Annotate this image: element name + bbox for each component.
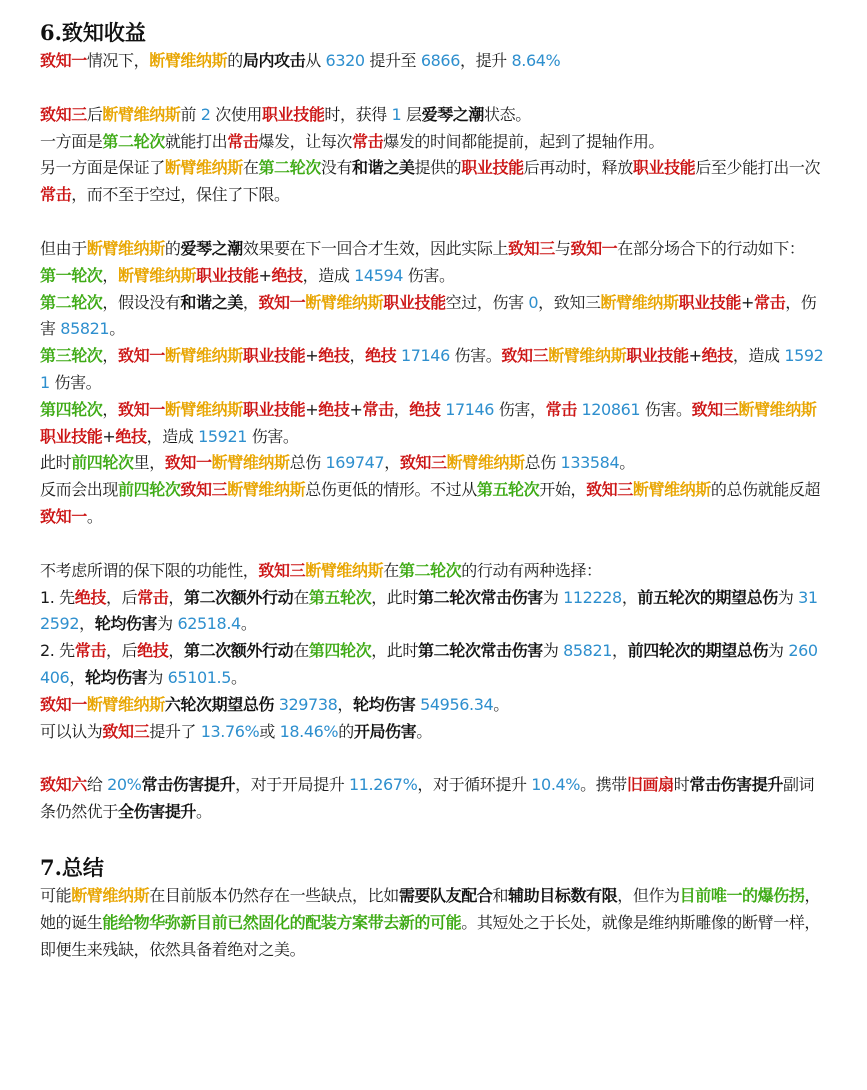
red-emphasis: 致知一 [258, 292, 306, 312]
plain-text: 效果要在下一回合才生效，因此实际上 [242, 238, 509, 258]
plain-text: 总伤 [289, 453, 326, 473]
plain-text: 的总伤就能反超 [710, 480, 821, 500]
bold-term: 全伤害提升 [118, 802, 197, 822]
plain-text: ， [69, 667, 85, 687]
plain-text: 与 [554, 238, 571, 258]
blue-number: 11.267% [348, 775, 418, 795]
paragraph [40, 48, 827, 75]
blue-number: 65101.5 [167, 667, 232, 687]
plain-text: ，假设没有 [102, 292, 181, 312]
plain-text: 给 [86, 775, 108, 795]
paragraph [40, 290, 827, 344]
plain-text: ，致知三 [538, 292, 601, 312]
plain-text: 的 [164, 238, 181, 258]
paragraph-gap [40, 745, 827, 772]
blue-number: 6866 [420, 51, 460, 70]
plain-text: 伤害。 [49, 372, 102, 392]
bold-term: 第二次额外行动 [183, 587, 294, 607]
plain-text: 爆发，让每次 [258, 131, 353, 151]
plain-text: 或 [259, 721, 280, 741]
green-emphasis: 第二轮次 [398, 560, 462, 580]
plain-text: 在 [293, 641, 309, 661]
bold-term: 爱琴之潮 [421, 104, 484, 124]
plain-text: 情况下， [86, 51, 150, 70]
plain-text: ，对于循环提升 [417, 775, 532, 795]
red-emphasis: 致知一 [118, 346, 165, 366]
bold-term: 辅助目标数有限 [508, 885, 618, 905]
blue-number: 85821 [60, 319, 110, 339]
bold-term: 常击伤害提升 [689, 775, 783, 795]
paragraph [40, 263, 827, 290]
red-emphasis: 常击 [352, 131, 384, 151]
green-emphasis: 第二轮次 [258, 158, 321, 178]
plain-text: 为 [768, 641, 789, 661]
paragraph [40, 638, 827, 692]
paragraph-gap [40, 75, 827, 102]
green-emphasis: 目前唯一的爆伤拐 [679, 885, 805, 905]
blue-number: 8.64% [511, 51, 561, 70]
bold-term: 前四轮次的期望总伤 [627, 641, 769, 661]
red-emphasis: 常击 [40, 185, 72, 205]
plain-text: 在 [293, 587, 309, 607]
paragraph [40, 477, 827, 531]
paragraph-gap [40, 826, 827, 853]
red-emphasis: 旧画扇 [626, 775, 674, 795]
plain-text: ， [102, 399, 119, 419]
paragraph-gap [40, 531, 827, 558]
green-emphasis: 第四轮次 [40, 399, 103, 419]
red-emphasis: 常击 [753, 292, 786, 312]
plain-text: ，造成 [732, 346, 785, 366]
blue-number: 112228 [563, 587, 622, 607]
section-title: 7.总结 [40, 854, 104, 880]
paragraph [40, 397, 827, 451]
paragraph [40, 236, 827, 263]
plain-text: 在 [383, 560, 399, 580]
red-emphasis: 常击 [362, 399, 394, 419]
plain-text: 为 [777, 587, 799, 607]
paragraph [40, 719, 827, 746]
plain-text: ， [621, 587, 638, 607]
red-emphasis: 致知三 [102, 721, 150, 741]
plain-text: 。携带 [580, 775, 627, 795]
plain-text: 开始， [539, 480, 587, 500]
bold-term: 开局伤害 [353, 721, 417, 741]
bold-term: 和谐之美 [352, 158, 415, 178]
orange-emphasis: 断臂维纳斯 [305, 292, 384, 312]
paragraph [40, 883, 827, 963]
green-emphasis: 第二轮次 [40, 292, 103, 312]
plain-text: 为 [542, 641, 564, 661]
red-emphasis: 常击 [545, 399, 577, 419]
red-emphasis: 绝技 [137, 641, 169, 661]
plain-text: 后再动时，释放 [523, 158, 633, 178]
bold-term: 轮均伤害 [84, 667, 148, 687]
plain-text: ，对于开局提升 [235, 775, 349, 795]
plain-text: 没有 [320, 158, 353, 178]
orange-emphasis: 断臂维纳斯 [86, 694, 165, 714]
green-emphasis: 前四轮次 [71, 453, 134, 473]
section-title: 6.致知收益 [40, 20, 146, 45]
red-emphasis: 致知三 [501, 346, 549, 366]
red-emphasis: 绝技 [115, 426, 147, 446]
red-emphasis: 常击 [74, 641, 106, 661]
paragraph [40, 692, 827, 719]
plain-text: 总伤 [524, 453, 561, 473]
red-emphasis: 绝技 [318, 399, 350, 419]
paragraph [40, 102, 827, 129]
plain-text: 但由于 [40, 238, 87, 258]
bold-term: 局内攻击 [242, 51, 306, 70]
red-emphasis: 绝技 [318, 346, 350, 366]
red-emphasis: 绝技 [365, 346, 397, 366]
blue-number: 260406 [40, 641, 818, 687]
red-emphasis: 致知一 [40, 51, 87, 70]
red-emphasis: 致知三 [691, 399, 739, 419]
blue-number: 17146 [445, 399, 495, 419]
plain-text: 。 [231, 667, 247, 687]
blue-number: 10.4% [531, 775, 581, 795]
blue-number: 17146 [400, 346, 450, 366]
plain-text: + [349, 399, 363, 419]
plain-text: 。其短处之于长处，就像是维纳斯雕像的断臂一样，即便生来残缺，依然具备着绝对之美。 [40, 912, 821, 959]
plain-text: + [258, 265, 272, 285]
red-emphasis: 致知一 [40, 506, 87, 526]
plain-text: 伤害。 [403, 265, 455, 285]
plain-text: 为 [542, 587, 564, 607]
paragraph [40, 129, 827, 156]
red-emphasis: 致知一 [164, 453, 212, 473]
plain-text: 。 [86, 506, 103, 526]
bold-term: 第二次额外行动 [183, 641, 294, 661]
plain-text: ，但作为 [617, 885, 680, 905]
bold-term: 第二轮次常击伤害 [418, 641, 543, 661]
plain-text: ，而不至于空过，保住了下限。 [71, 185, 290, 205]
plain-text: ， [393, 399, 410, 419]
red-emphasis: 致知一 [40, 694, 87, 714]
bold-term: 六轮次期望总伤 [164, 694, 275, 714]
orange-emphasis: 断臂维纳斯 [227, 480, 306, 500]
bold-term: 爱琴之潮 [180, 238, 243, 258]
green-emphasis: 第一轮次 [40, 265, 103, 285]
orange-emphasis: 断臂维纳斯 [86, 238, 165, 258]
green-emphasis: 第四轮次 [308, 641, 372, 661]
red-emphasis: 职业技能 [196, 265, 259, 285]
bold-term: 需要队友配合 [398, 885, 493, 905]
plain-text: 的 [338, 721, 354, 741]
plain-text: ，此时 [371, 587, 419, 607]
green-emphasis: 前四轮次 [118, 480, 181, 500]
red-emphasis: 职业技能 [262, 104, 325, 124]
blue-number: 54956.34 [420, 694, 494, 714]
plain-text: 就能打出 [164, 131, 228, 151]
paragraph [40, 155, 827, 209]
blue-number: 1 [391, 104, 402, 124]
red-emphasis: 致知三 [399, 453, 447, 473]
orange-emphasis: 断臂维纳斯 [164, 399, 243, 419]
plain-text: 另一方面是保证了 [40, 158, 165, 178]
orange-emphasis: 断臂维纳斯 [600, 292, 679, 312]
blue-number: 15921 [40, 346, 824, 392]
blue-number: 20% [107, 775, 142, 795]
plain-text: 时，获得 [324, 104, 392, 124]
plain-text: 。 [416, 721, 432, 741]
bold-term: 和谐之美 [180, 292, 243, 312]
plain-text: 后至少能打出一次 [695, 158, 821, 178]
blue-number: 133584 [560, 453, 620, 473]
plain-text: 的 [227, 51, 243, 70]
blue-number: 13.76% [200, 721, 260, 741]
green-emphasis: 第五轮次 [308, 587, 372, 607]
plain-text: ， [612, 641, 628, 661]
plain-text: ，造成 [146, 426, 199, 446]
plain-text: 后 [86, 104, 103, 124]
plain-text: 的行动有两种选择： [461, 560, 602, 580]
blue-number: 312592 [40, 587, 818, 634]
red-emphasis: 绝技 [74, 587, 106, 607]
orange-emphasis: 断臂维纳斯 [164, 346, 243, 366]
bold-term: 第二轮次常击伤害 [418, 587, 543, 607]
plain-text: ， [79, 614, 95, 634]
red-emphasis: 致知三 [508, 238, 555, 258]
orange-emphasis: 断臂维纳斯 [102, 104, 181, 124]
plain-text: 不考虑所谓的保下限的功能性， [40, 560, 259, 580]
orange-emphasis: 断臂维纳斯 [305, 560, 384, 580]
bold-term: 轮均伤害 [353, 694, 416, 714]
plain-text: ， [384, 453, 400, 473]
blue-number: 85821 [563, 641, 613, 661]
orange-emphasis: 断臂维纳斯 [446, 453, 525, 473]
red-emphasis: 职业技能 [632, 158, 696, 178]
plain-text: ， [242, 292, 259, 312]
red-emphasis: 绝技 [409, 399, 441, 419]
plain-text: ， [168, 587, 184, 607]
orange-emphasis: 断臂维纳斯 [118, 265, 197, 285]
orange-emphasis: 断臂维纳斯 [211, 453, 290, 473]
plain-text: 在 [242, 158, 259, 178]
plain-text: 空过，伤害 [445, 292, 529, 312]
red-emphasis: 致知三 [586, 480, 633, 500]
paragraph [40, 585, 827, 639]
plain-text: 此时 [40, 453, 72, 473]
paragraph [40, 558, 827, 585]
blue-number: 2 [200, 104, 211, 124]
plain-text: 提供的 [414, 158, 462, 178]
red-emphasis: 职业技能 [626, 346, 689, 366]
red-emphasis: 职业技能 [678, 292, 741, 312]
plain-text: ， [337, 694, 354, 714]
blue-number: 14594 [354, 265, 404, 285]
plain-text: 时 [673, 775, 690, 795]
plain-text: + [305, 346, 319, 366]
green-emphasis: 能给物华弥新目前已然固化的配装方案带去新的可能 [102, 912, 462, 932]
plain-text: ， [102, 346, 119, 366]
plain-text: 里， [133, 453, 165, 473]
plain-text: ，后 [105, 641, 138, 661]
plain-text: ，后 [105, 587, 138, 607]
green-emphasis: 第五轮次 [476, 480, 540, 500]
plain-text: 可以认为 [40, 721, 103, 741]
plain-text: 伤害。 [449, 346, 502, 366]
red-emphasis: 致知一 [570, 238, 618, 258]
plain-text: ，此时 [371, 641, 419, 661]
paragraph [40, 450, 827, 477]
plain-text: 爆发的时间都能提前，起到了提轴作用。 [383, 131, 665, 151]
paragraph-gap [40, 209, 827, 236]
red-emphasis: 常击 [227, 131, 259, 151]
blue-number: 18.46% [279, 721, 339, 741]
plain-text: 提升至 [364, 51, 421, 70]
plain-text: ，造成 [302, 265, 355, 285]
blue-number: 169747 [325, 453, 385, 473]
plain-text: 反而会出现 [40, 480, 119, 500]
orange-emphasis: 断臂维纳斯 [149, 51, 228, 70]
blue-number: 329738 [278, 694, 338, 714]
blue-number: 62518.4 [177, 614, 241, 634]
red-emphasis: 致知三 [180, 480, 228, 500]
green-emphasis: 第二轮次 [102, 131, 165, 151]
orange-emphasis: 断臂维纳斯 [71, 885, 150, 905]
red-emphasis: 致知三 [40, 104, 87, 124]
plain-text: 为 [147, 667, 168, 687]
plain-text: 伤害， [494, 399, 546, 419]
red-emphasis: 常击 [137, 587, 169, 607]
plain-text: 为 [157, 614, 178, 634]
plain-text: + [740, 292, 754, 312]
red-emphasis: 职业技能 [461, 158, 524, 178]
plain-text: 副词条仍然优于 [40, 775, 815, 822]
plain-text: 。 [493, 694, 509, 714]
plain-text: ，她的诞生 [40, 885, 821, 932]
blue-number: 120861 [581, 399, 641, 419]
plain-text: 。 [619, 453, 635, 473]
plain-text: 总伤更低的情形。不过从 [305, 480, 477, 500]
orange-emphasis: 断臂维纳斯 [632, 480, 711, 500]
plain-text: 伤害。 [640, 399, 692, 419]
plain-text: 次使用 [210, 104, 263, 124]
red-emphasis: 致知六 [40, 775, 87, 795]
red-emphasis: 职业技能 [40, 426, 103, 446]
plain-text: ， [102, 265, 119, 285]
plain-text: 层 [401, 104, 422, 124]
blue-number: 6320 [325, 51, 365, 70]
red-emphasis: 致知一 [118, 399, 165, 419]
orange-emphasis: 断臂维纳斯 [164, 158, 243, 178]
plain-text: + [688, 346, 702, 366]
plain-text: 和 [492, 885, 509, 905]
plain-text: + [102, 426, 116, 446]
plain-text: 在部分场合下的行动如下： [617, 238, 805, 258]
orange-emphasis: 断臂维纳斯 [548, 346, 627, 366]
plain-text: ， [349, 346, 366, 366]
plain-text: 状态。 [484, 104, 531, 124]
plain-text: 1. 先 [40, 587, 75, 607]
plain-text: 提升了 [149, 721, 201, 741]
plain-text: + [305, 399, 319, 419]
red-emphasis: 致知三 [258, 560, 306, 580]
red-emphasis: 绝技 [271, 265, 303, 285]
plain-text: 从 [305, 51, 326, 70]
blue-number: 0 [528, 292, 539, 312]
plain-text: 伤害。 [247, 426, 299, 446]
plain-text: 一方面是 [40, 131, 103, 151]
red-emphasis: 职业技能 [383, 292, 446, 312]
plain-text: 。 [196, 802, 212, 822]
orange-emphasis: 断臂维纳斯 [738, 399, 817, 419]
red-emphasis: 绝技 [701, 346, 733, 366]
paragraph [40, 343, 827, 397]
plain-text: 。 [109, 319, 125, 339]
plain-text: ，提升 [459, 51, 512, 70]
paragraph [40, 772, 827, 826]
green-emphasis: 第三轮次 [40, 346, 103, 366]
plain-text: 。 [240, 614, 257, 634]
bold-term: 常击伤害提升 [141, 775, 236, 795]
plain-text: ，伤害 [40, 292, 817, 339]
blue-number: 15921 [198, 426, 248, 446]
bold-term: 前五轮次的期望总伤 [637, 587, 778, 607]
red-emphasis: 职业技能 [242, 346, 306, 366]
plain-text: 在目前版本仍然存在一些缺点，比如 [149, 885, 399, 905]
plain-text: 可能 [40, 885, 72, 905]
plain-text: 前 [180, 104, 201, 124]
bold-term: 轮均伤害 [94, 614, 158, 634]
plain-text: ， [168, 641, 184, 661]
plain-text: 2. 先 [40, 641, 75, 661]
red-emphasis: 职业技能 [242, 399, 306, 419]
